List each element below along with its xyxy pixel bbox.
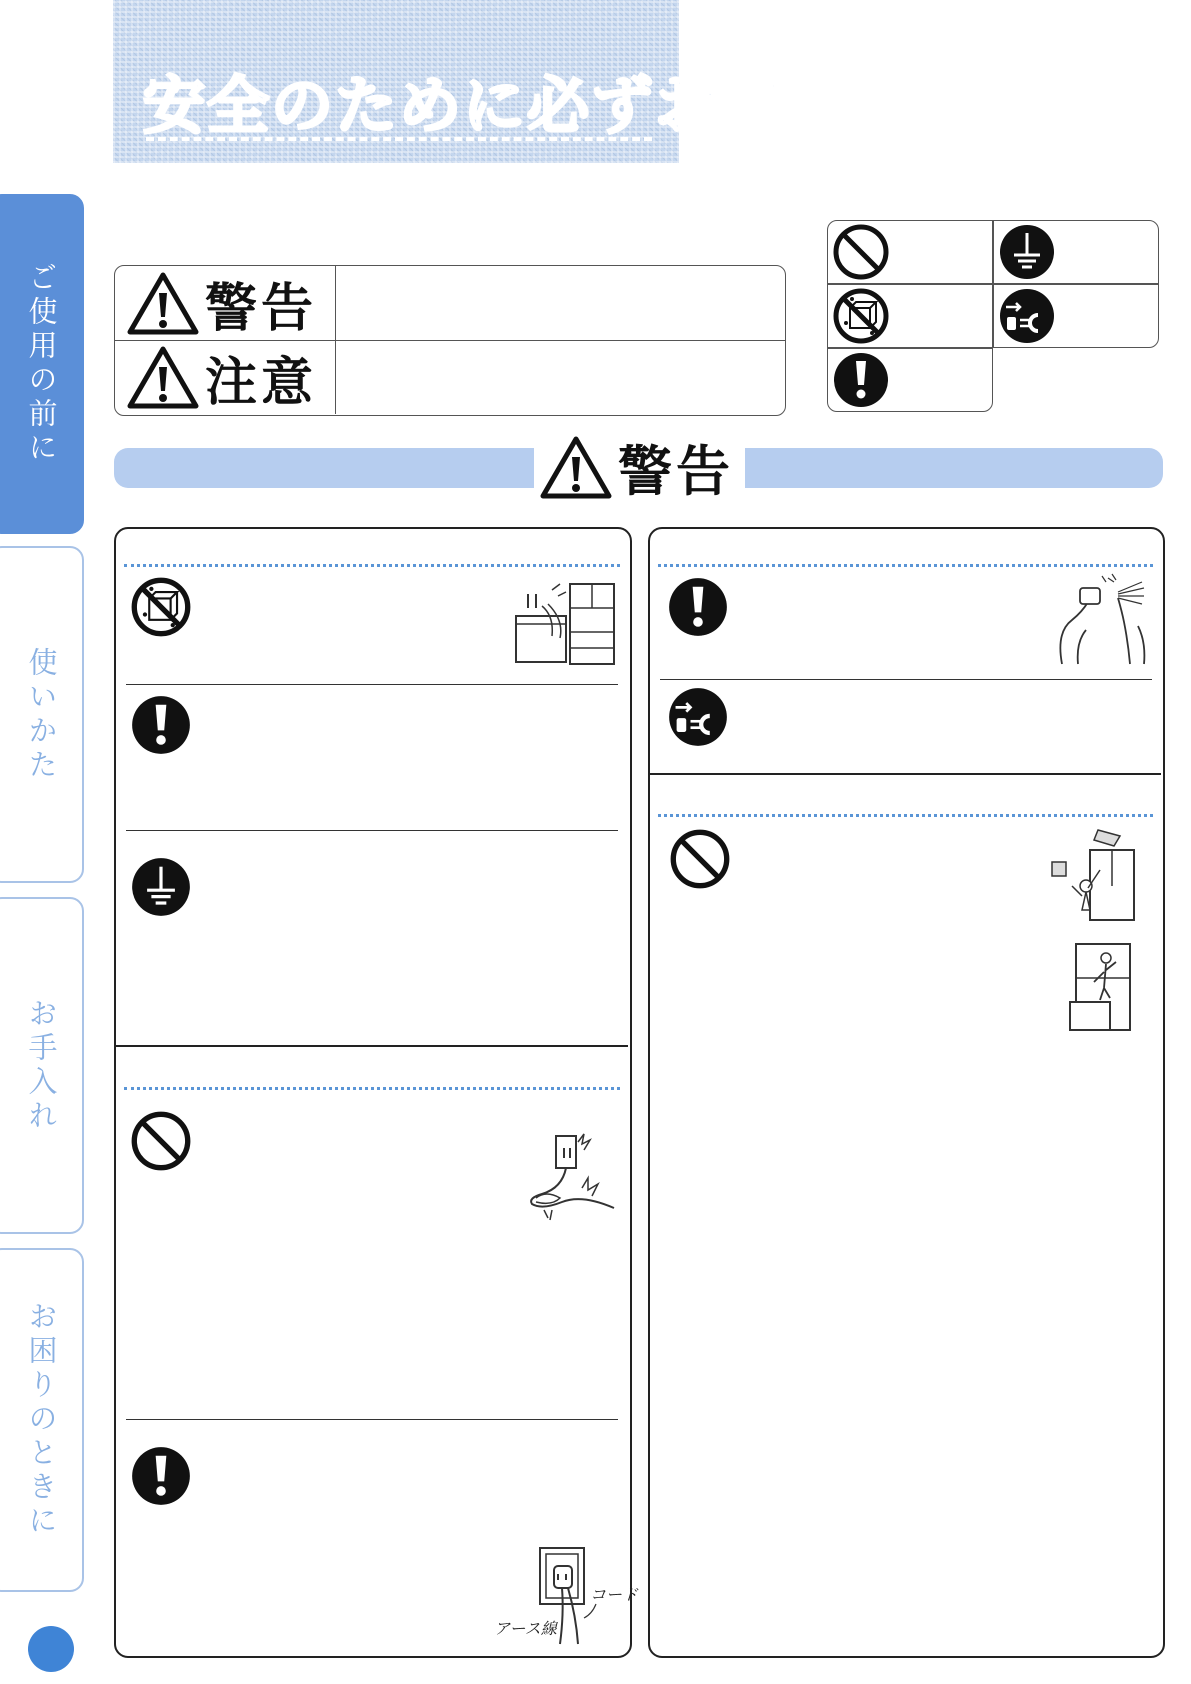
legend-no-water bbox=[827, 284, 993, 348]
warning-triangle-icon bbox=[540, 435, 612, 499]
ground-wire-label: アース線 bbox=[494, 1619, 557, 1638]
unplug-icon bbox=[667, 686, 729, 748]
panel-section-divider bbox=[650, 773, 1161, 775]
section-divider-dotted bbox=[124, 1087, 620, 1090]
unplug-icon bbox=[998, 287, 1056, 345]
legend-mandatory bbox=[827, 348, 993, 412]
warning-heading-text: 警告 bbox=[618, 439, 734, 503]
prohibition-icon bbox=[832, 223, 890, 281]
mandatory-icon bbox=[832, 351, 890, 409]
damaged-cord-illustration bbox=[522, 1128, 622, 1220]
warning-triangle-icon bbox=[127, 345, 199, 409]
page-title: 安全のために必ずお守 bbox=[143, 69, 784, 142]
warning-bar-left bbox=[114, 448, 534, 488]
page-number-dot bbox=[28, 1626, 74, 1672]
cleaning-plug-illustration bbox=[1052, 572, 1150, 666]
legend-prohibition bbox=[827, 220, 993, 284]
section-divider-dotted bbox=[658, 564, 1153, 567]
child-hanging-door-illustration bbox=[1048, 826, 1146, 926]
cord-label: コード bbox=[590, 1585, 639, 1604]
signal-word-warning: 警告 bbox=[205, 278, 318, 339]
mandatory-icon bbox=[130, 694, 192, 756]
section-divider bbox=[126, 830, 618, 831]
warning-section-heading bbox=[540, 432, 740, 502]
prohibition-icon bbox=[669, 828, 731, 890]
panel-section-divider bbox=[116, 1045, 628, 1047]
section-divider bbox=[126, 1419, 618, 1420]
mandatory-icon bbox=[130, 1445, 192, 1507]
legend-ground bbox=[993, 220, 1159, 284]
no-water-icon bbox=[832, 287, 890, 345]
signal-word-table bbox=[114, 265, 786, 416]
ground-icon bbox=[998, 223, 1056, 281]
section-divider bbox=[126, 684, 618, 685]
section-divider bbox=[660, 679, 1152, 680]
section-divider-dotted bbox=[658, 814, 1153, 817]
signal-row-warning bbox=[115, 266, 785, 341]
banner-dashed-line bbox=[146, 137, 652, 141]
side-tab-label: お手入れ bbox=[24, 997, 59, 1134]
side-tab-care[interactable] bbox=[0, 897, 84, 1234]
prohibition-icon bbox=[130, 1110, 192, 1172]
side-tab-label: お困りのときに bbox=[24, 1301, 59, 1539]
refrigerator-splash-illustration bbox=[512, 576, 622, 670]
legend-unplug bbox=[993, 284, 1159, 348]
warning-bar-right bbox=[745, 448, 1163, 488]
side-tab-how-to-use[interactable] bbox=[0, 546, 84, 883]
header-banner bbox=[113, 0, 784, 163]
side-tab-label: ご使用の前に bbox=[24, 262, 59, 466]
side-tab-label: 使いかた bbox=[24, 646, 59, 783]
mandatory-icon bbox=[667, 576, 729, 638]
signal-word-caution: 注意 bbox=[205, 352, 318, 413]
section-divider-dotted bbox=[124, 564, 620, 567]
signal-row-caution bbox=[115, 340, 785, 414]
ground-icon bbox=[130, 856, 192, 918]
symbol-legend bbox=[827, 220, 1163, 416]
child-climbing-shelf-illustration bbox=[1066, 938, 1138, 1034]
no-water-icon bbox=[130, 576, 192, 638]
warning-triangle-icon bbox=[127, 271, 199, 335]
side-tab-troubleshooting[interactable] bbox=[0, 1248, 84, 1592]
side-tab-before-use[interactable] bbox=[0, 194, 84, 534]
